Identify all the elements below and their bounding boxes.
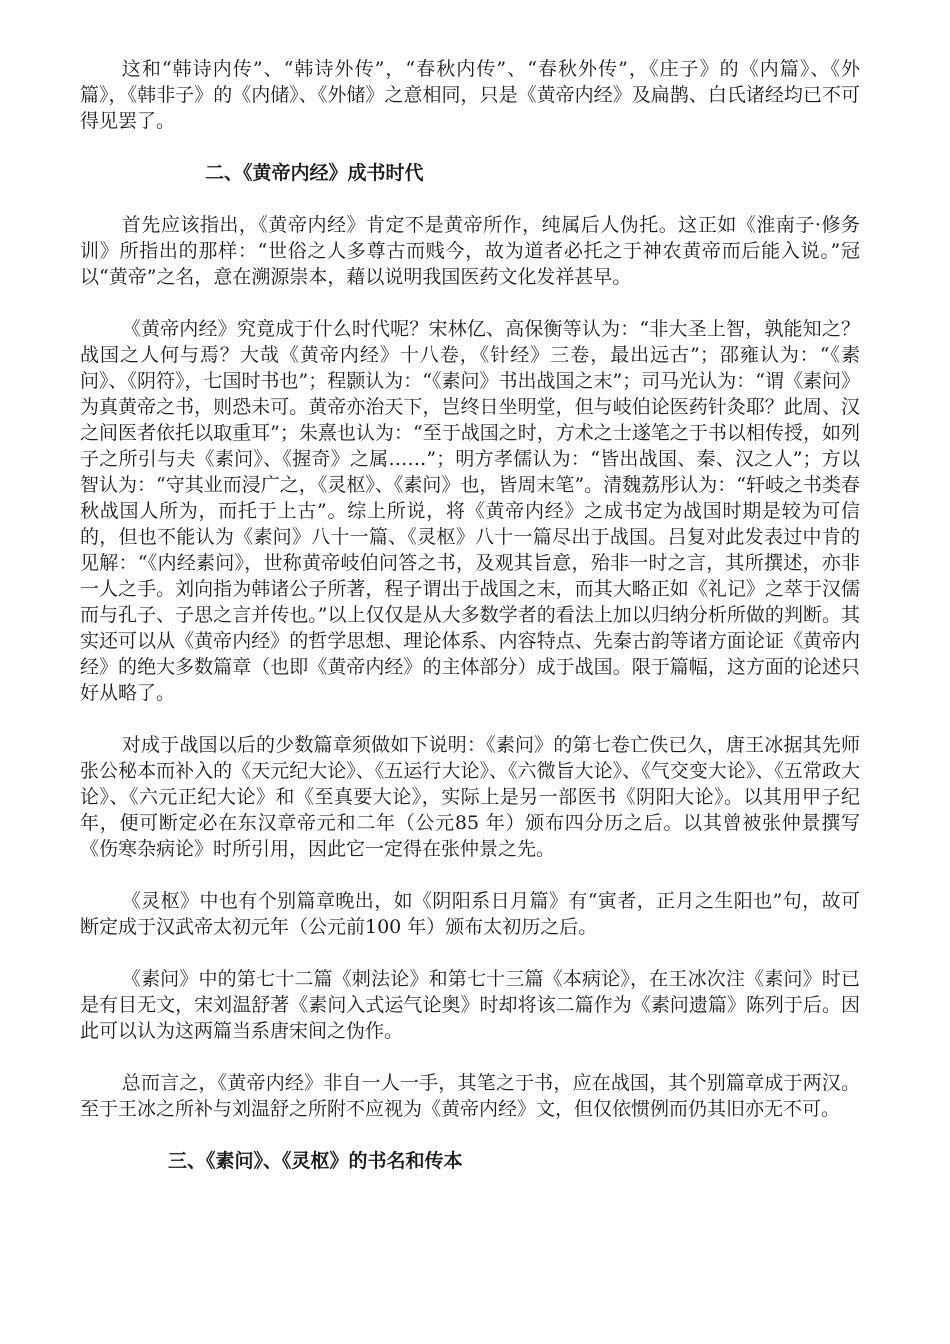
- section-heading-2: 二、《黄帝内经》成书时代: [205, 162, 424, 184]
- paragraph-intro-continuation: 这和“韩诗内传”、“韩诗外传”，“春秋内传”、“春秋外传”，《庄子》的《内篇》、《外篇》，《韩非子》的《内储》、《外储》之意相同，只是《黄帝内经》及扁鹊、白氏诸经均已不可得见罢了。: [80, 58, 860, 132]
- paragraph-authorship: 首先应该指出，《黄帝内经》肯定不是黄帝所作，纯属后人伪托。这正如《淮南子·修务训》所指出的那样：“世俗之人多尊古而贱今，故为道者必托之于神农黄帝而后能入说。”冠以“黄帝”之名，意在溯源崇本，藉以说明我国医药文化发祥甚早。: [80, 214, 860, 288]
- document-page: [80, 56, 860, 1200]
- section-heading-3: 三、《素问》、《灵枢》的书名和传本: [168, 1150, 463, 1172]
- paragraph-dating-opinions: 《黄帝内经》究竟成于什么时代呢？宋林亿、高保衡等认为：“非大圣上智，孰能知之？战国之人何与焉？大哉《黄帝内经》十八卷，《针经》三卷，最出远古”；邵雍认为：“《素问》、《阴符》，七国时书也”；程颢认为：“《素问》书出战国之末”；司马光认为：“谓《素问》为真黄帝之书，则恐未可。黄帝亦治天下，岂终日坐明堂，但与岐伯论医药针灸耶？此周、汉之间医者依托以取重耳”；朱熹也认为：“至于战国之时，方术之士遂笔之于书以相传授，如列子之所引与夫《素问》、《握奇》之属……”；明方孝儒认为：“皆出战国、秦、汉之人”；方以智认为：“守其业而浸广之，《灵枢》、《素问》也，皆周末笔”。清魏荔彤认为：“轩岐之书类春秋战国人所为，而托于上古”。综上所说，将《黄帝内经》之成书定为战国时期是较为可信的，但也不能认为《素问》八十一篇、《灵枢》八十一篇尽出于战国。吕复对此发表过中肯的见解：“《内经素问》，世称黄帝岐伯问答之书，及观其旨意，殆非一时之言，其所撰述，亦非一人之手。刘向指为韩诸公子所著，程子谓出于战国之末，而其大略正如《礼记》之萃于汉儒而与孔子、子思之言并传也。”以上仅仅是从大多数学者的看法上加以归纳分析所做的判断。其实还可以从《黄帝内经》的哲学思想、理论体系、内容特点、先秦古韵等诸方面论证《黄帝内经》的绝大多数篇章（也即《黄帝内经》的主体部分）成于战国。限于篇幅，这方面的论述只好从略了。: [80, 318, 860, 704]
- paragraph-lingshu-late: 《灵枢》中也有个别篇章晚出，如《阴阳系日月篇》有“寅者，正月之生阳也”句，故可断定成于汉武帝太初元年（公元前100 年）颁布太初历之后。: [80, 890, 860, 938]
- paragraph-suwen-lost-chapters: 《素问》中的第七十二篇《刺法论》和第七十三篇《本病论》，在王冰次注《素问》时已是有目无文，宋刘温舒著《素问入式运气论奥》时却将该二篇作为《素问遗篇》陈列于后。因此可以认为这两篇当系唐宋间之伪作。: [80, 968, 860, 1042]
- paragraph-conclusion: 总而言之，《黄帝内经》非自一人一手，其笔之于书，应在战国，其个别篇章成于两汉。至于王冰之所补与刘温舒之所附不应视为《黄帝内经》文，但仅依惯例而仍其旧亦无不可。: [80, 1072, 860, 1120]
- paragraph-later-chapters: 对成于战国以后的少数篇章须做如下说明：《素问》的第七卷亡佚已久，唐王冰据其先师张公秘本而补入的《天元纪大论》、《五运行大论》、《六微旨大论》、《气交变大论》、《五常政大论》、《六元正纪大论》和《至真要大论》，实际上是另一部医书《阴阳大论》。以其用甲子纪年，便可断定必在东汉章帝元和二年（公元85 年）颁布四分历之后。以其曾被张仲景撰写《伤寒杂病论》时所引用，因此它一定得在张仲景之先。: [80, 734, 860, 860]
